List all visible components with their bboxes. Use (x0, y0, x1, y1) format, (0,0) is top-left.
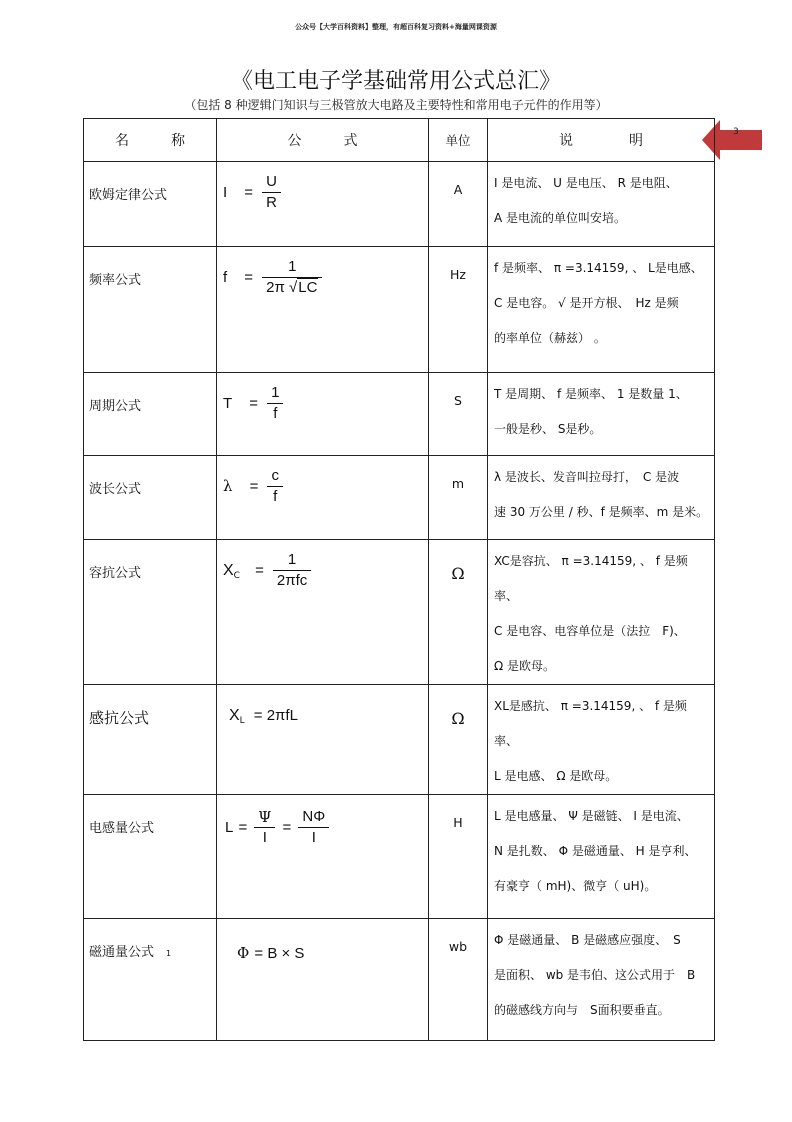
row-name: 电感量公式 (84, 795, 217, 919)
desc-line: Ω 是欧母。 (494, 659, 555, 673)
desc-line: XL是感抗、 π =3.14159, 、 f 是频率、 (494, 699, 687, 748)
row-unit: Ω (429, 540, 488, 685)
desc-line: XC是容抗、 π =3.14159, 、 f 是频率、 (494, 554, 688, 603)
fraction-den (262, 277, 322, 298)
fraction-num: Ψ (258, 808, 272, 826)
row-unit: wb (429, 919, 488, 1041)
row-desc (488, 540, 715, 685)
row-name: 欧姆定律公式 (84, 162, 217, 247)
row-name-text: 磁通量公式 (89, 945, 155, 960)
fraction-den: I (298, 827, 329, 848)
desc-line: f 是频率、 π =3.14159, 、 L是电感、 (494, 261, 703, 275)
formula-rhs: = B × S (254, 945, 305, 962)
formula-lhs: T (223, 395, 233, 412)
formula-eq: = (238, 819, 248, 836)
row-desc (488, 162, 715, 247)
formula-eq: = (249, 395, 259, 412)
formula-lhs-sub: L (239, 716, 245, 726)
table-row (84, 685, 715, 795)
formula-fraction (267, 466, 283, 507)
desc-line: 的磁感线方向与 S面积要垂直。 (494, 1003, 670, 1017)
formula-lhs: f (223, 269, 228, 286)
row-desc (488, 247, 715, 373)
formula-capacitive-reactance (217, 540, 429, 685)
row-unit: H (429, 795, 488, 919)
fraction-den: f (267, 486, 283, 507)
formula-fraction (273, 550, 311, 591)
row-name: 频率公式 (84, 247, 217, 373)
formula-fraction (267, 383, 283, 424)
table-row (84, 162, 715, 247)
formula-rhs: = 2πfL (253, 707, 298, 724)
table-row (84, 247, 715, 373)
formula-inductance (217, 795, 429, 919)
fraction-num: 1 (271, 384, 280, 401)
fraction-num: NΦ (302, 808, 326, 825)
fraction-num: U (266, 173, 277, 190)
formula-lhs: Φ (237, 944, 250, 962)
row-unit: A (429, 162, 488, 247)
formula-lhs: λ (223, 477, 233, 495)
row-name: 感抗公式 (84, 685, 217, 795)
formula-lhs: X (223, 562, 234, 579)
fraction-num: c (271, 467, 279, 484)
table-row (84, 373, 715, 456)
den-root: LC (298, 279, 318, 296)
formula-fraction (298, 807, 329, 848)
formula-inductive-reactance (217, 685, 429, 795)
header-note: 公众号【大学百科资料】整理，有超百科复习资料+海量网课资源 (295, 23, 497, 31)
formula-period (217, 373, 429, 456)
table-row (84, 540, 715, 685)
formula-eq: = (249, 478, 259, 495)
desc-line: λ 是波长、发音叫拉母打， C 是波 (494, 470, 680, 484)
table-row (84, 795, 715, 919)
desc-line: 有豪亨（ mH)、微亨（ uH)。 (494, 879, 657, 893)
row-desc (488, 685, 715, 795)
formula-fraction (262, 172, 281, 213)
formula-table (83, 118, 715, 1041)
row-unit: Ω (429, 685, 488, 795)
desc-line: I 是电流、 U 是电压、 R 是电阻、 (494, 176, 678, 190)
fraction-num: 1 (288, 258, 297, 275)
row-name: 波长公式 (84, 456, 217, 540)
formula-wavelength (217, 456, 429, 540)
row-desc (488, 456, 715, 540)
formula-magnetic-flux (217, 919, 429, 1041)
row-desc (488, 795, 715, 919)
header-unit: 单位 (429, 119, 488, 162)
row-name: 周期公式 (84, 373, 217, 456)
formula-fraction (254, 807, 275, 848)
desc-line: 一般是秒、 S是秒。 (494, 422, 602, 436)
fraction-num: 1 (287, 551, 297, 568)
row-unit: S (429, 373, 488, 456)
page-tab-number: 3 (733, 127, 739, 137)
desc-line: C 是电容。 √ 是开方根、 Hz 是频 (494, 296, 679, 310)
formula-ohm (217, 162, 429, 247)
formula-eq: = (244, 184, 254, 201)
formula-frequency (217, 247, 429, 373)
table-row (84, 456, 715, 540)
page-subtitle: （包括 8 种逻辑门知识与三极管放大电路及主要特性和常用电子元件的作用等） (184, 98, 608, 112)
header-desc: 说 明 (488, 119, 715, 162)
desc-line: C 是电容、电容单位是（法拉 F)、 (494, 624, 686, 638)
formula-eq: = (244, 269, 254, 286)
formula-fraction (262, 257, 322, 298)
desc-line: A 是电流的单位叫安培。 (494, 211, 627, 225)
table-row (84, 919, 715, 1041)
desc-line: 是面积、 wb 是韦伯、这公式用于 B (494, 968, 696, 982)
fraction-den: I (254, 827, 275, 848)
row-unit: m (429, 456, 488, 540)
den-prefix: 2π (266, 279, 285, 296)
table-header-row (84, 119, 715, 162)
header-formula: 公 式 (217, 119, 429, 162)
formula-lhs: X (229, 707, 240, 724)
fraction-den: f (267, 403, 283, 424)
desc-line: 的率单位（赫兹） 。 (494, 331, 606, 345)
footnote-mark: 1 (166, 949, 172, 958)
desc-line: Φ 是磁通量、 B 是磁感应强度、 S (494, 933, 681, 947)
formula-lhs: I (223, 184, 228, 201)
sqrt-icon: √ (289, 279, 298, 296)
formula-eq: = (282, 819, 292, 836)
fraction-den: 2πfc (273, 570, 311, 591)
row-unit: Hz (429, 247, 488, 373)
fraction-den: R (262, 192, 281, 213)
row-name (84, 919, 217, 1041)
desc-line: N 是扎数、 Φ 是磁通量、 H 是亨利、 (494, 844, 697, 858)
desc-line: T 是周期、 f 是频率、 1 是数量 1、 (494, 387, 688, 401)
desc-line: L 是电感量、 Ψ 是磁链、 I 是电流、 (494, 809, 689, 823)
row-desc (488, 919, 715, 1041)
row-name: 容抗公式 (84, 540, 217, 685)
desc-line: L 是电感、 Ω 是欧母。 (494, 769, 618, 783)
desc-line: 速 30 万公里 / 秒、f 是频率、m 是米。 (494, 505, 709, 519)
formula-eq: = (255, 562, 264, 579)
formula-lhs-sub: C (233, 571, 240, 581)
header-name: 名 称 (84, 119, 217, 162)
row-desc (488, 373, 715, 456)
page-title: 《电工电子学基础常用公式总汇》 (230, 69, 561, 94)
formula-lhs: L (225, 819, 234, 836)
